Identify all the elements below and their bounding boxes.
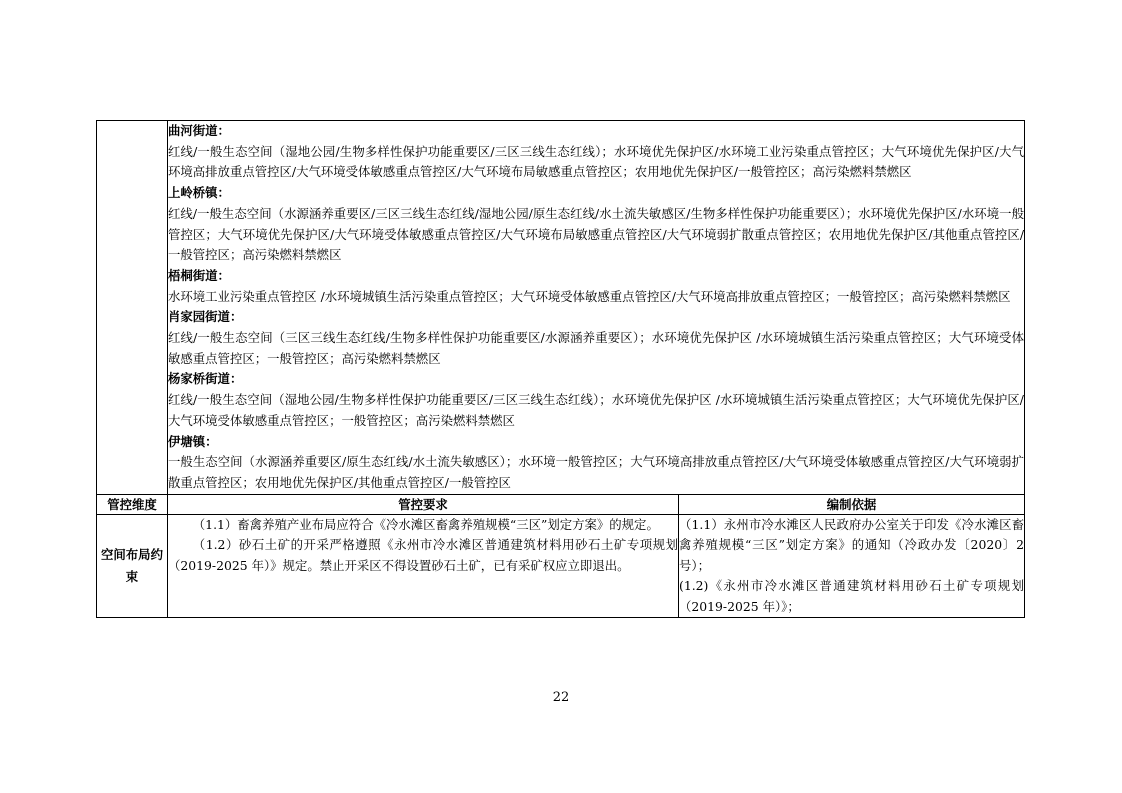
basis-item: （1.1）永州市冷水滩区人民政府办公室关于印发《冷水滩区畜禽养殖规模“三区”划定方案》的通知（冷政办发〔2020〕2 号）； [679, 516, 1024, 573]
requirements-cell [168, 514, 679, 618]
area-name: 肖家园街道： [168, 309, 243, 325]
areas-cell [168, 121, 1025, 495]
header-dimension: 管控维度 [97, 494, 168, 514]
area-name: 伊塘镇： [168, 433, 218, 449]
areas-row [97, 121, 1025, 495]
area-text: 红线/一般生态空间（水源涵养重要区/三区三线生态红线/湿地公园/原生态红线/水土流失敏感区/生物多样性保护功能重要区）；水环境优先保护区/水环境一般管控区；大气环境优先保护区/大气环境受体敏感重点管控区/大气环境布局敏感重点管控区/大气环境弱扩散重点管控区；农用地优先保护区/其他重点管控区/一般管控区；高污染燃料禁燃区 [168, 205, 1024, 263]
area-name: 曲河街道： [168, 123, 230, 138]
empty-dimension-cell [97, 121, 168, 495]
table-row [97, 514, 1025, 618]
area-text: 红线/一般生态空间（湿地公园/生物多样性保护功能重要区/三区三线生态红线）；水环境优先保护区/水环境工业污染重点管控区；大气环境优先保护区/大气环境高排放重点管控区/大气环境受体敏感重点管控区/大气环境布局敏感重点管控区；农用地优先保护区/一般管控区；高污染燃料禁燃区 [168, 143, 1024, 180]
basis-cell [679, 514, 1025, 618]
control-table [96, 120, 1025, 618]
area-text: 红线/一般生态空间（三区三线生态红线/生物多样性保护功能重要区/水源涵养重要区）；水环境优先保护区 /水环境城镇生活污染重点管控区；大气环境受体敏感重点管控区；一般管控区；高污染燃料禁燃区 [168, 330, 1024, 366]
requirement-item: （1.1）畜禽养殖产业布局应符合《冷水滩区畜禽养殖规模“三区”划定方案》的规定。 [192, 516, 659, 532]
area-text: 水环境工业污染重点管控区 /水环境城镇生活污染重点管控区；大气环境受体敏感重点管控区/大气环境高排放重点管控区；一般管控区；高污染燃料禁燃区 [168, 288, 1011, 304]
header-requirements: 管控要求 [168, 494, 679, 514]
table-header-row [97, 494, 1025, 514]
area-text: 一般生态空间（水源涵养重要区/原生态红线/水土流失敏感区）；水环境一般管控区；大气环境高排放重点管控区/大气环境受体敏感重点管控区/大气环境弱扩散重点管控区；农用地优先保护区/其他重点管控区/一般管控区 [168, 454, 1024, 490]
area-name: 梧桐街道： [168, 267, 230, 283]
requirement-item: （1.2）砂石土矿的开采严格遵照《永州市冷水滩区普通建筑材料用砂石土矿专项规划（2019-2025 年）》规定。禁止开采区不得设置砂石土矿，已有采矿权应立即退出。 [168, 537, 678, 573]
header-basis: 编制依据 [679, 494, 1025, 514]
area-name: 杨家桥街道： [168, 371, 243, 387]
area-name: 上岭桥镇： [168, 185, 230, 201]
area-text: 红线/一般生态空间（湿地公园/生物多样性保护功能重要区/三区三线生态红线）；水环境优先保护区 /水环境城镇生活污染重点管控区；大气环境优先保护区/大气环境受体敏感重点管控区；一般管控区；高污染燃料禁燃区 [168, 392, 1024, 428]
dimension-cell: 空间布局约束 [97, 514, 168, 618]
page-number: 22 [552, 690, 570, 705]
basis-item: (1.2)《永州市冷水滩区普通建筑材料用砂石土矿专项规划（2019-2025 年）》； [679, 578, 1024, 614]
